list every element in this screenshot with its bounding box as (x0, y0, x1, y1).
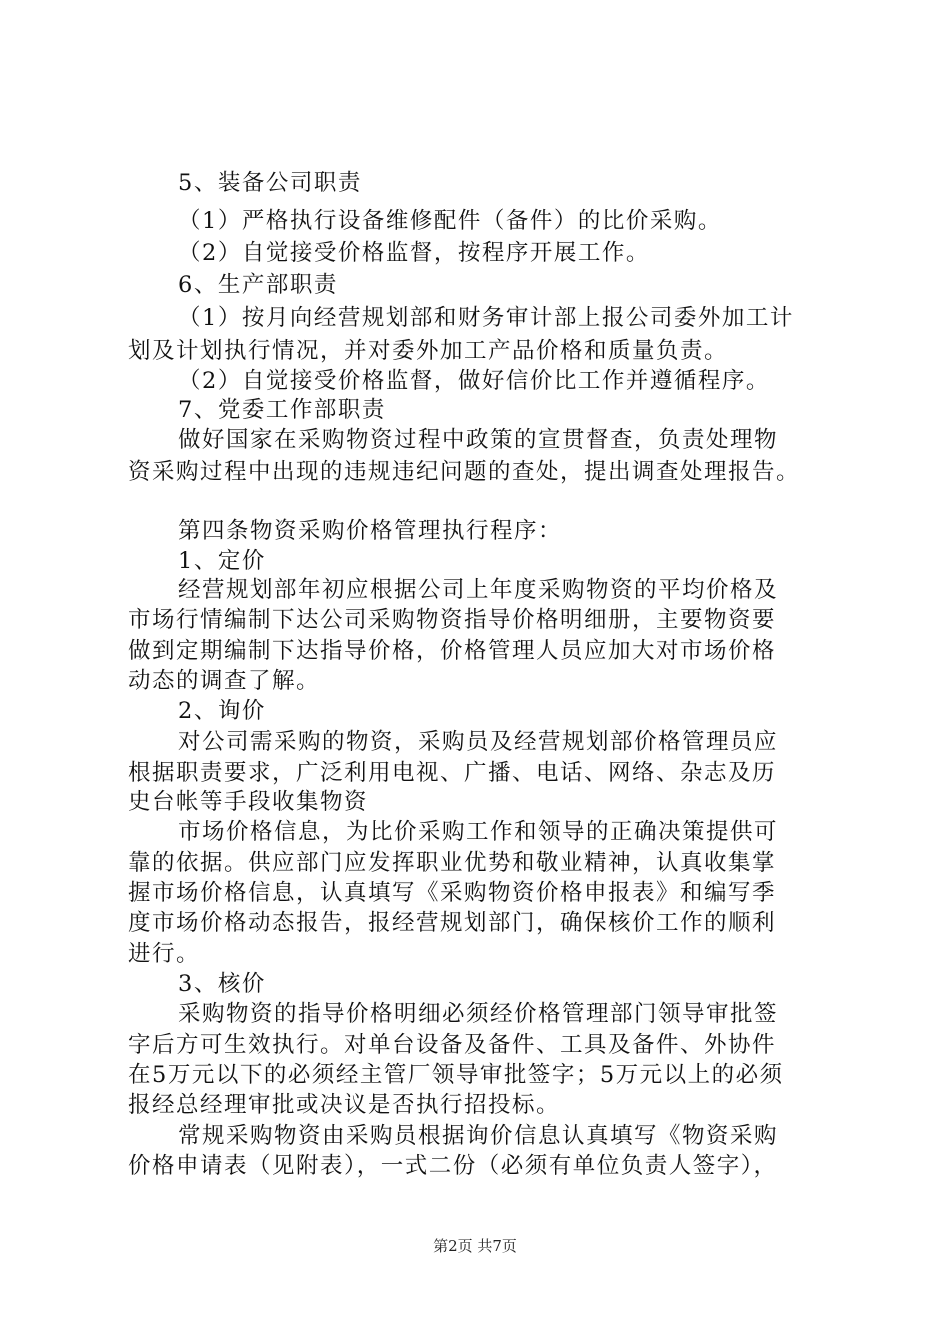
subsection-heading-pricing: 1、定价 (178, 548, 266, 574)
paragraph-line: （1）按月向经营规划部和财务审计部上报公司委外加工计 (178, 305, 794, 331)
article-heading: 第四条物资采购价格管理执行程序： (178, 518, 563, 544)
page-number-footer: 第2页 共7页 (433, 1237, 517, 1255)
paragraph-line: 常规采购物资由采购员根据询价信息认真填写《物资采购 (178, 1123, 779, 1149)
subsection-heading-price-review: 3、核价 (178, 971, 266, 997)
paragraph-line: 根据职责要求，广泛利用电视、广播、电话、网络、杂志及历 (128, 760, 777, 786)
paragraph-line: 市场行情编制下达公司采购物资指导价格明细册，主要物资要 (128, 607, 777, 633)
paragraph-line: 市场价格信息，为比价采购工作和领导的正确决策提供可 (178, 819, 779, 845)
paragraph-line: 资采购过程中出现的违规违纪问题的查处，提出调查处理报告。 (128, 459, 801, 485)
paragraph-line: 价格申请表（见附表），一式二份（必须有单位负责人签字）， (128, 1153, 778, 1179)
paragraph-line: 划及计划执行情况，并对委外加工产品价格和质量负责。 (128, 338, 729, 364)
paragraph-line: 进行。 (128, 941, 201, 967)
paragraph-line: （2）自觉接受价格监督，按程序开展工作。 (178, 240, 650, 266)
paragraph-line: （2）自觉接受价格监督，做好信价比工作并遵循程序。 (178, 368, 770, 394)
paragraph-line: 靠的依据。供应部门应发挥职业优势和敬业精神，认真收集掌 (128, 850, 777, 876)
paragraph-line: 报经总经理审批或决议是否执行招投标。 (128, 1092, 561, 1118)
paragraph-line: （1）严格执行设备维修配件（备件）的比价采购。 (178, 208, 722, 234)
paragraph-line: 做好国家在采购物资过程中政策的宣贯督查，负责处理物 (178, 427, 779, 453)
paragraph-line: 经营规划部年初应根据公司上年度采购物资的平均价格及 (178, 577, 779, 603)
section-heading-production-dept: 6、生产部职责 (178, 272, 338, 298)
section-heading-equipment-company: 5、装备公司职责 (178, 170, 362, 196)
paragraph-line: 字后方可生效执行。对单台设备及备件、工具及备件、外协件 (128, 1032, 777, 1058)
paragraph-line: 采购物资的指导价格明细必须经价格管理部门领导审批签 (178, 1001, 779, 1027)
paragraph-line: 握市场价格信息，认真填写《采购物资价格申报表》和编写季 (128, 880, 777, 906)
subsection-heading-inquiry: 2、询价 (178, 698, 266, 724)
paragraph-line: 动态的调查了解。 (128, 668, 321, 694)
section-heading-party-committee: 7、党委工作部职责 (178, 397, 386, 423)
paragraph-line: 史台帐等手段收集物资 (128, 789, 369, 815)
paragraph-line: 在5万元以下的必须经主管厂领导审批签字；5万元以上的必须 (128, 1062, 784, 1088)
paragraph-line: 度市场价格动态报告，报经营规划部门，确保核价工作的顺利 (128, 910, 777, 936)
paragraph-line: 对公司需采购的物资，采购员及经营规划部价格管理员应 (178, 729, 779, 755)
paragraph-line: 做到定期编制下达指导价格，价格管理人员应加大对市场价格 (128, 638, 777, 664)
